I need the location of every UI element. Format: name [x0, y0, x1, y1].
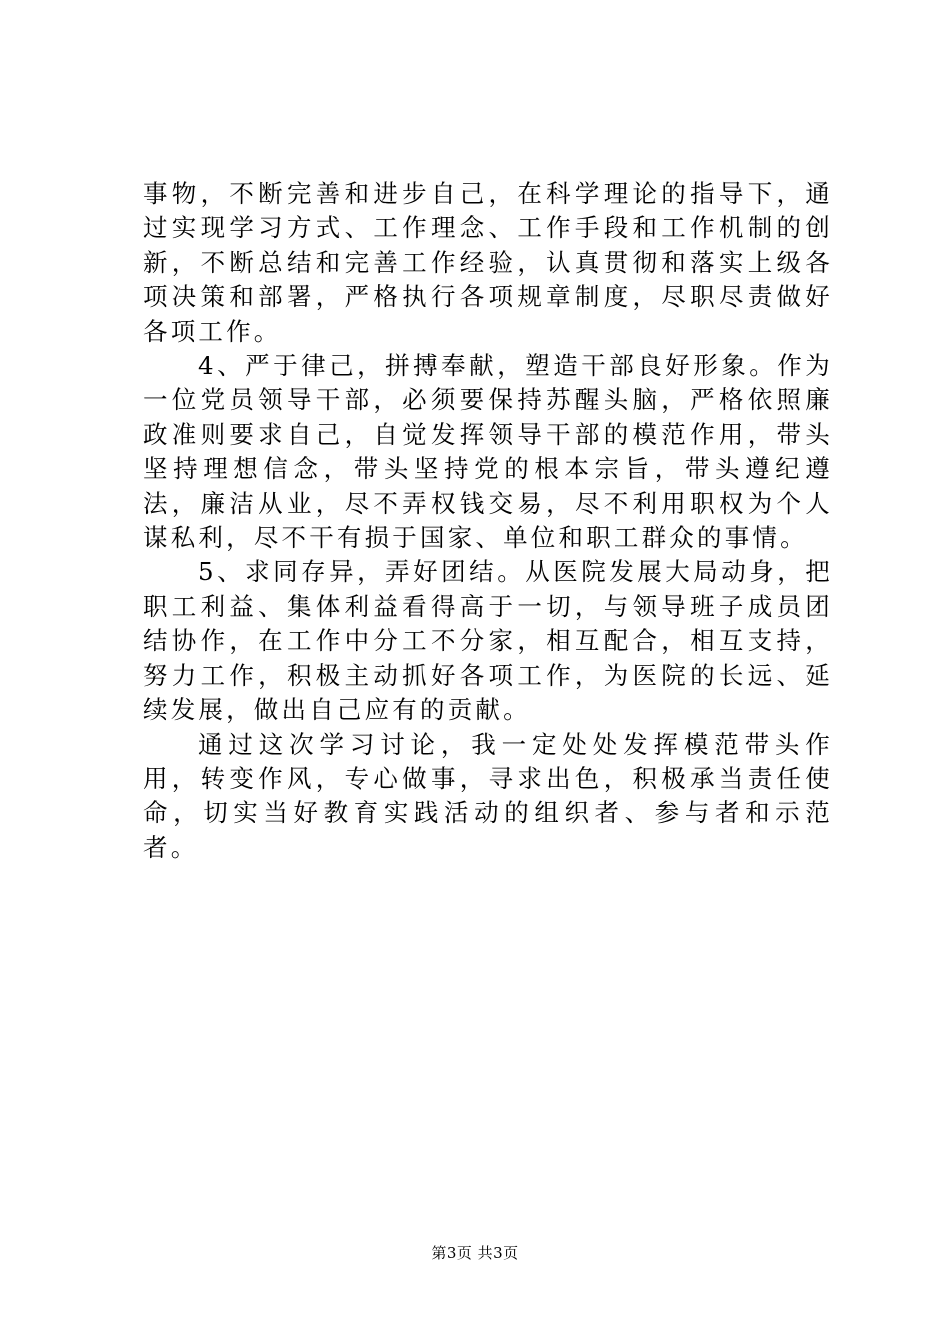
paragraph-continuation: 事物，不断完善和进步自己，在科学理论的指导下，通过实现学习方式、工作理念、工作手段和工作机制的创新，不断总结和完善工作经验，认真贯彻和落实上级各项决策和部署，严格执行各项规章制度，尽职尽责做好各项工作。	[143, 179, 833, 346]
paragraph-conclusion: 通过这次学习讨论，我一定处处发挥模范带头作用，转变作风，专心做事，寻求出色，积极承当责任使命，切实当好教育实践活动的组织者、参与者和示范者。	[143, 729, 833, 862]
page-number-footer: 第3页 共3页	[431, 1244, 519, 1262]
document-body	[143, 177, 833, 865]
paragraph-item-5: 5、求同存异，弄好团结。从医院发展大局动身，把职工利益、集体利益看得高于一切，与领导班子成员团结协作，在工作中分工不分家，相互配合，相互支持，努力工作，积极主动抓好各项工作，为医院的长远、延续发展，做出自己应有的贡献。	[143, 557, 833, 725]
paragraph-item-4: 4、严于律己，拼搏奉献，塑造干部良好形象。作为一位党员领导干部，必须要保持苏醒头脑，严格依照廉政准则要求自己，自觉发挥领导干部的模范作用，带头坚持理想信念，带头坚持党的根本宗旨，带头遵纪遵法，廉洁从业，尽不弄权钱交易，尽不利用职权为个人谋私利，尽不干有损于国家、单位和职工群众的事情。	[143, 351, 833, 553]
